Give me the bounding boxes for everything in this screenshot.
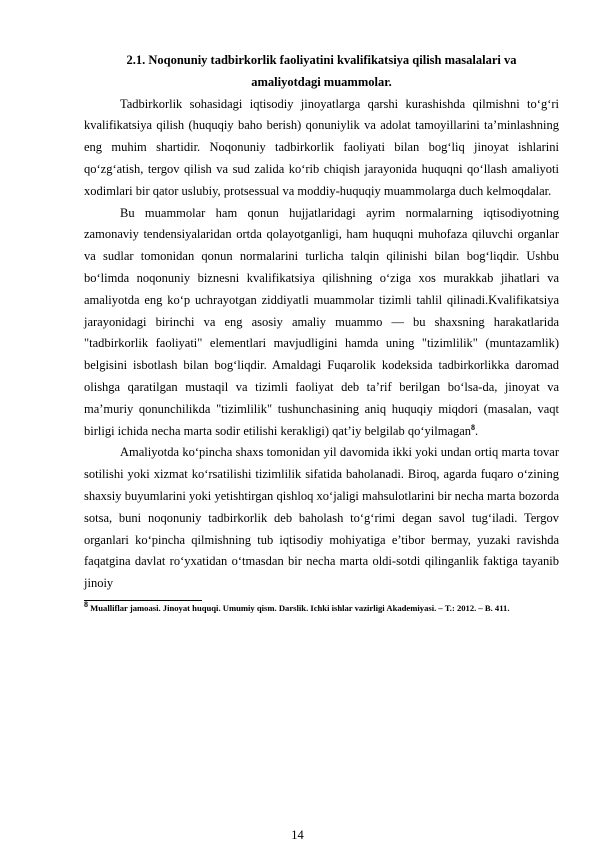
footnote-reference[interactable]: 8 (471, 422, 476, 432)
footnote-text: Mualliflar jamoasi. Jinoyat huquqi. Umumiy qism. Darslik. Ichki ishlar vazirligi Akademiyasi. – T.: 2012. – B. 411. (90, 602, 510, 613)
paragraph-2 (84, 203, 559, 443)
paragraph-2-period: . (475, 423, 479, 438)
section-title (84, 50, 559, 94)
page-number: 14 (291, 828, 304, 842)
footnote-divider (84, 600, 202, 601)
paragraph-3: Amaliyotda ko‘pincha shaxs tomonidan yil davomida ikki yoki undan ortiq marta tovar sotilishi yoki xizmat ko‘rsatilishi tizimlilik sifatida baholanadi. Biroq, agarda fuqaro o‘zining shaxsiy buyumlarini yoki yetishtirgan qishloq xo‘jaligi mahsulotlarini bir necha marta bozorda sotsa, buni noqonuniy tadbirkorlik deb baholash to‘g‘rimi degan savol tug‘iladi. Tergov organlari ko‘pincha qilmishning tub iqtisodiy mohiyatiga e’tibor bermay, yuzaki ravishda faqatgina davlat ro‘yxatidan o‘tmasdan bir necha marta oldi-sotdi qilinganlik faktiga tayanib jinoiy (84, 445, 559, 591)
section-title-line-1: 2.1. Noqonuniy tadbirkorlik faoliyatini kvalifikatsiya qilish masalalari va (126, 53, 517, 67)
footnote (84, 600, 559, 614)
section-title-line-2: amaliyotdagi muammolar. (251, 74, 392, 89)
page-content (84, 50, 559, 614)
paragraph-2-text: Bu muammolar ham qonun hujjatlaridagi ayrim normalarning iqtisodiyotning zamonaviy tendensiyalaridan ortda qolayotganligi, ham huquqni muhofaza qiluvchi organlar va sudlar tomonidan qonun normalarini turlicha talqin qilinishi bilan bog‘liqdir. Ushbu bo‘limda noqonuniy biznesni kvalifikatsiya qilishning o‘ziga xos murakkab jihatlari va amaliyotda eng ko‘p uchrayotgan ziddiyatli muammolar tizimli tahlil qilinadi.Kvalifikatsiya jarayonidagi birinchi va eng asosiy amaliy muammo — bu shaxsning harakatlarida "tadbirkorlik faoliyati" elementlari mavjudligini hamda uning "tizimlilik" (muntazamlik) belgisini isbotlash bilan bog‘liqdir. Amaldagi Fuqarolik kodeksida tadbirkorlikka daromad olishga qaratilgan mustaqil va tizimli faoliyat deb ta’rif berilgan bo‘lsa-da, jinoyat va ma’muriy qonunchilikda "tizimlilik" tushunchasining aniq huquqiy miqdori (masalan, vaqt birligi ichida necha marta sodir etilishi kerakligi) qat’iy belgilab qo‘yilmagan (84, 205, 559, 438)
footnote-number: 8 (84, 600, 88, 610)
paragraph-1: Tadbirkorlik sohasidagi iqtisodiy jinoyatlarga qarshi kurashishda qilmishni to‘g‘ri kvalifikatsiya qilish (huquqiy baho berish) qonuniylik va adolat tamoyillarini ta’minlashning eng muhim shartidir. Noqonuniy tadbirkorlik faoliyati bilan bog‘liq jinoyat ishlarini qo‘zg‘atish, tergov qilish va sud zalida ko‘rib chiqish jarayonida huquqni qo‘llash amaliyoti xodimlari bir qator uslubiy, protsessual va moddiy-huquqiy muammolarga duch kelmoqdalar. (84, 96, 559, 198)
